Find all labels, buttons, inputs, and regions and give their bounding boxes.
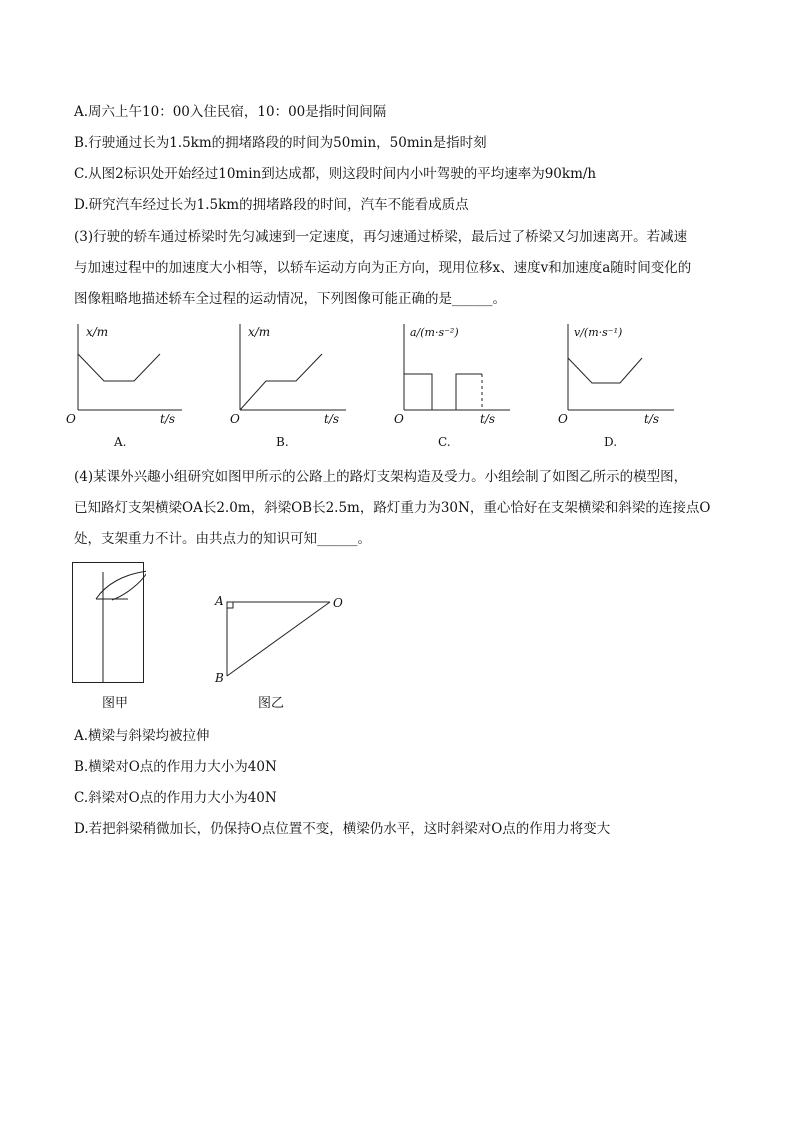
graph-d-caption: D. bbox=[604, 435, 618, 449]
q4-stem-line-1: (4)某课外兴趣小组研究如图甲所示的公路上的路灯支架构造及受力。小组绘制了如图乙所示的模型图， bbox=[74, 469, 688, 485]
graph-c-xlabel: t/s bbox=[480, 412, 496, 426]
graph-d-ylabel: v/(m·s⁻¹) bbox=[574, 326, 623, 339]
graph-c-origin: O bbox=[394, 412, 404, 426]
fig-yi-label-b: B bbox=[215, 671, 224, 685]
graph-c-caption: C. bbox=[438, 435, 451, 449]
graph-d bbox=[556, 320, 686, 454]
graph-a-origin: O bbox=[66, 412, 76, 426]
graph-b-caption: B. bbox=[276, 435, 289, 449]
graph-a-xlabel: t/s bbox=[160, 412, 176, 426]
graph-b-origin: O bbox=[230, 412, 240, 426]
q3-stem-line-1: (3)行驶的轿车通过桥梁时先匀减速到一定速度，再匀速通过桥梁，最后过了桥梁又匀加速离开。若减速 bbox=[74, 229, 688, 245]
q4-option-a: A.横梁与斜梁均被拉伸 bbox=[74, 728, 210, 744]
q4-option-d: D.若把斜梁稍微加长，仍保持O点位置不变，横梁仍水平，这时斜梁对O点的作用力将变大 bbox=[74, 821, 611, 837]
graph-a-ylabel: x/m bbox=[86, 325, 109, 339]
graph-b-xlabel: t/s bbox=[324, 412, 340, 426]
q2-option-d: D.研究汽车经过长为1.5km的拥堵路段的时间，汽车不能看成质点 bbox=[74, 197, 469, 213]
graph-c bbox=[392, 320, 522, 454]
graph-b-ylabel: x/m bbox=[248, 325, 271, 339]
q2-option-c: C.从图2标识处开始经过10min到达成都，则这段时间内小叶驾驶的平均速率为90km/h bbox=[74, 166, 597, 182]
q3-stem-line-3: 图像粗略地描述轿车全过程的运动情况，下列图像可能正确的是______。 bbox=[74, 291, 506, 307]
graph-b bbox=[226, 320, 356, 454]
fig-jia-caption: 图甲 bbox=[102, 696, 129, 711]
graph-d-origin: O bbox=[558, 412, 568, 426]
q4-option-c: C.斜梁对O点的作用力大小为40N bbox=[74, 790, 277, 806]
q2-option-a: A.周六上午10：00入住民宿，10：00是指时间间隔 bbox=[74, 104, 387, 120]
fig-yi-label-o: O bbox=[333, 596, 343, 610]
graph-d-xlabel: t/s bbox=[644, 412, 660, 426]
fig-yi-label-a: A bbox=[215, 594, 224, 608]
q4-stem-line-2: 已知路灯支架横梁OA长2.0m，斜梁OB长2.5m，路灯重力为30N，重心恰好在支架横梁和斜梁的连接点O bbox=[74, 500, 711, 516]
fig-yi bbox=[212, 590, 352, 694]
fig-yi-caption: 图乙 bbox=[258, 696, 285, 711]
graph-c-ylabel: a/(m·s⁻²) bbox=[410, 326, 459, 339]
graph-a bbox=[62, 320, 192, 454]
q3-stem-line-2: 与加速过程中的加速度大小相等，以轿车运动方向为正方向，现用位移x、速度v和加速度a随时间变化的 bbox=[74, 260, 692, 276]
fig-jia bbox=[72, 562, 146, 688]
q2-option-b: B.行驶通过长为1.5km的拥堵路段的时间为50min，50min是指时刻 bbox=[74, 135, 487, 151]
graph-a-caption: A. bbox=[114, 435, 127, 449]
q4-stem-line-3: 处，支架重力不计。由共点力的知识可知______。 bbox=[74, 531, 371, 547]
q4-option-b: B.横梁对O点的作用力大小为40N bbox=[74, 759, 277, 775]
